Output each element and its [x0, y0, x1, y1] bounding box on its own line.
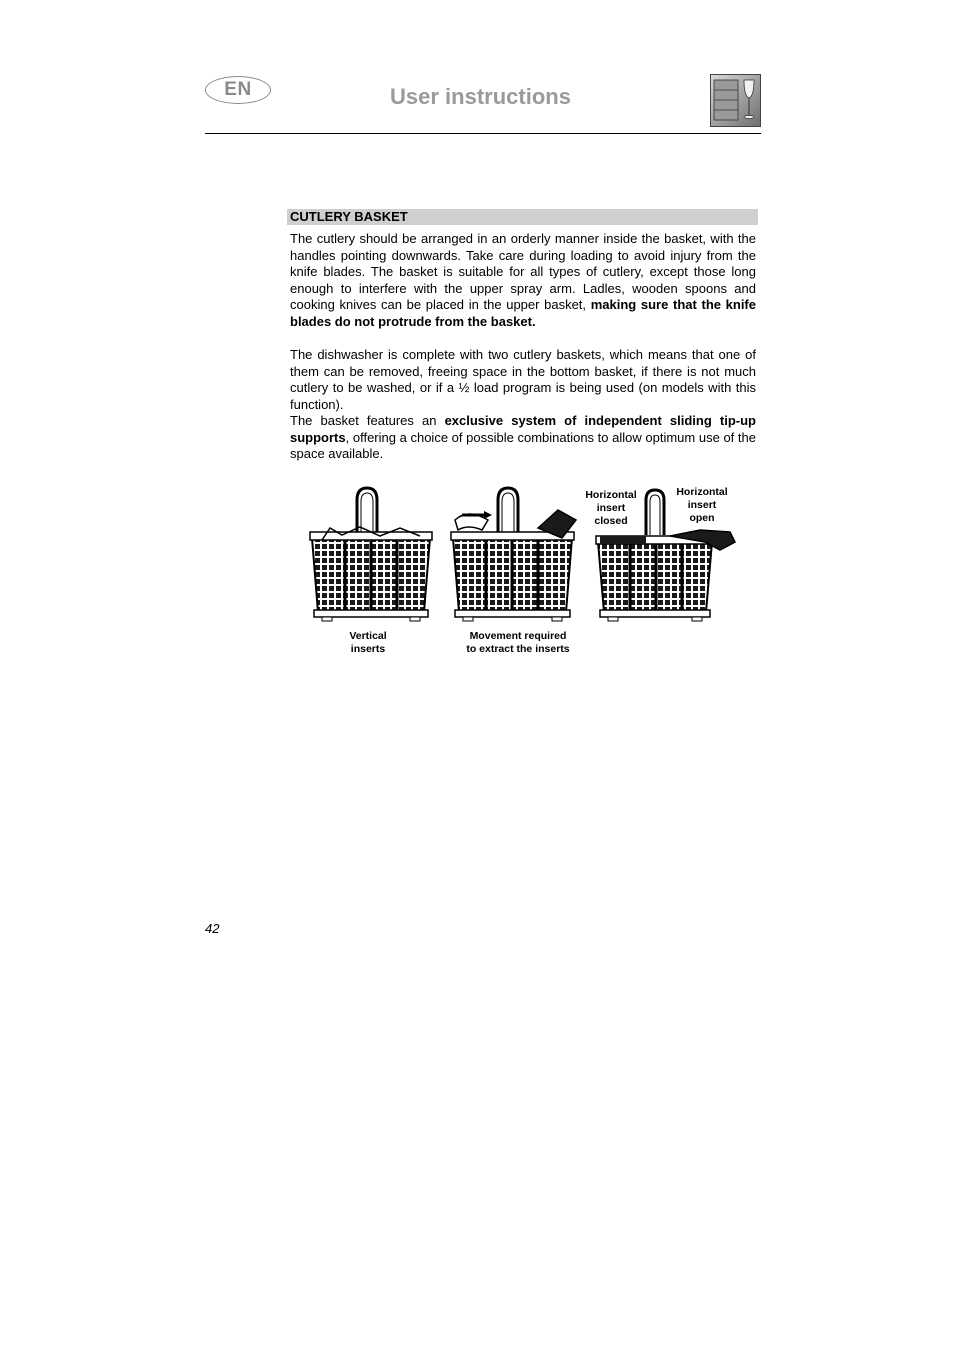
- paragraph-two-baskets: The dishwasher is complete with two cutlery baskets, which means that one of them can be removed, freeing space in the bottom basket, if there is not much cutlery to be washed, or if a ½ load program is being used (on models with this function).: [290, 347, 756, 412]
- label-closed-line2: insert: [596, 502, 626, 514]
- basket-extraction: [451, 488, 576, 621]
- dishwasher-glass-icon: [710, 74, 761, 127]
- paragraph-loading-bold: making sure that the knife blades do not protrude from the basket.: [290, 297, 756, 329]
- label-movement-line2: to extract the inserts: [466, 643, 570, 655]
- label-vertical-inserts: [333, 630, 403, 656]
- page-title: User instructions: [390, 84, 571, 109]
- label-movement-line1: Movement required: [469, 630, 567, 642]
- paragraph-supports-post: , offering a choice of possible combinations to allow optimum use of the space available.: [290, 429, 756, 462]
- basket-vertical-inserts: [310, 488, 432, 621]
- label-closed-line3: closed: [594, 515, 628, 527]
- language-badge: EN: [205, 76, 271, 104]
- cutlery-basket-figure: [300, 480, 750, 660]
- section-heading-bar: [287, 209, 758, 225]
- label-open-line3: open: [689, 512, 715, 524]
- paragraph-supports-pre: The basket features an: [290, 413, 445, 428]
- paragraph-loading-text: The cutlery should be arranged in an orderly manner inside the basket, with the handles pointing downwards. Take care during loading to avoid injury from the knife blades. The basket is suitable for all types of cutlery, except those long enough to interfere with the upper spray arm. Ladles, wooden spoons and cooking knives can be placed in the upper basket,: [290, 231, 756, 313]
- label-open-line2: insert: [687, 499, 717, 511]
- section-title: CUTLERY BASKET: [290, 209, 408, 224]
- label-vertical-line2: inserts: [350, 643, 386, 655]
- label-closed-line1: Horizontal: [585, 489, 637, 501]
- label-horizontal-open: [669, 486, 735, 525]
- paragraph-supports-bold: exclusive system of independent sliding tip-up supports: [290, 413, 756, 445]
- page-number: 42: [205, 921, 220, 936]
- paragraph-loading: [290, 231, 756, 331]
- label-extraction-movement: [458, 630, 578, 656]
- label-horizontal-closed: [578, 489, 644, 528]
- label-vertical-line1: Vertical: [349, 630, 387, 642]
- label-open-line1: Horizontal: [676, 486, 728, 498]
- paragraph-supports: [290, 413, 756, 463]
- header-divider: [205, 133, 761, 134]
